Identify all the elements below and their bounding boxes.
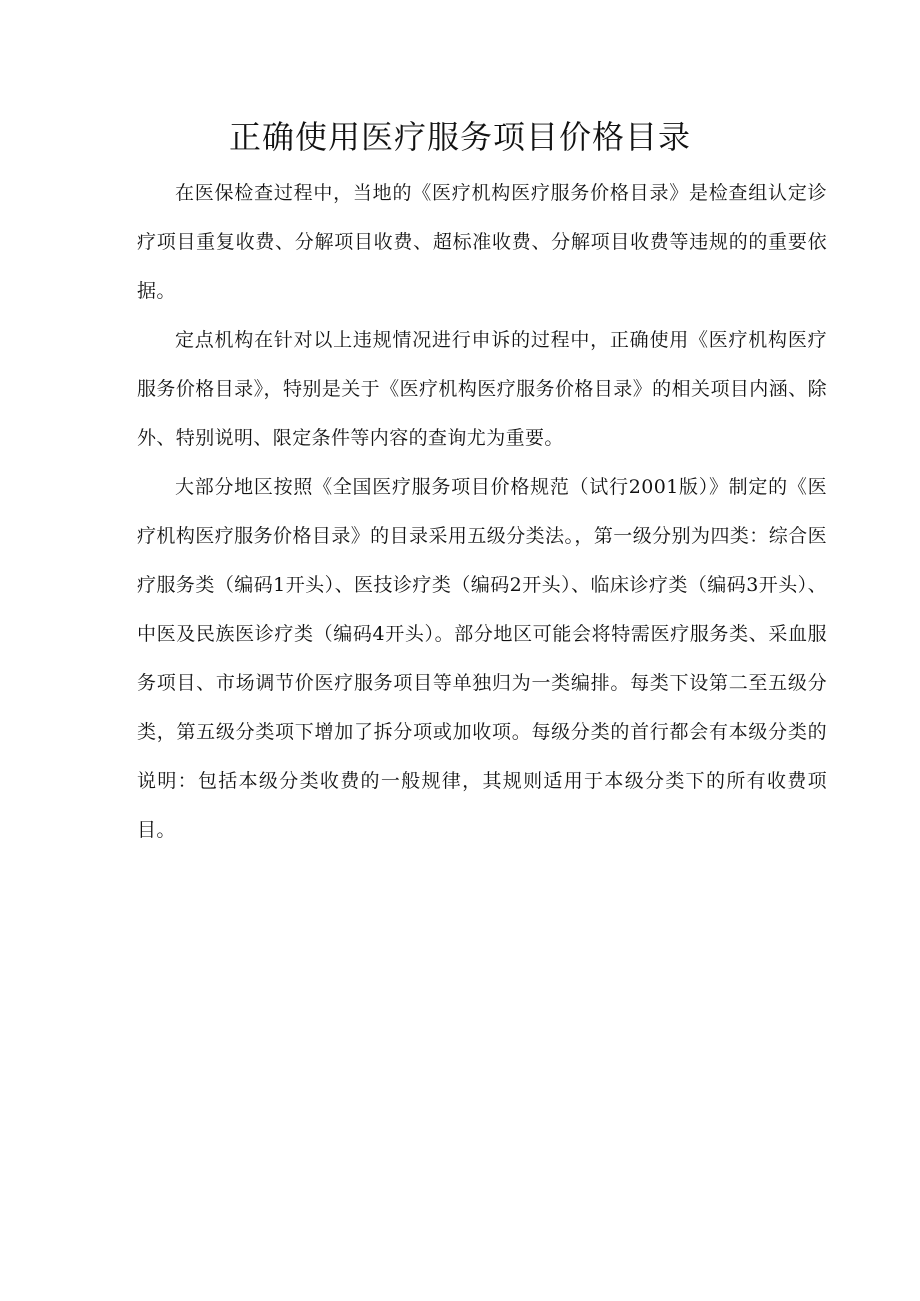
paragraph-3: 大部分地区按照《全国医疗服务项目价格规范（试行2001版）》制定的《医疗机构医疗服务价格目录》的目录采用五级分类法。，第一级分别为四类：综合医疗服务类（编码1开头）、医技诊疗类（编码2开头）、临床诊疗类（编码3开头）、中医及民族医诊疗类（编码4开头）。部分地区可能会将特需医疗服务类、采血服务项目、市场调节价医疗服务项目等单独归为一类编排。每类下设第二至五级分类，第五级分类项下增加了拆分项或加收项。每级分类的首行都会有本级分类的说明：包括本级分类收费的一般规律，其规则适用于本级分类下的所有收费项目。 bbox=[137, 476, 827, 841]
paragraph-1: 在医保检查过程中，当地的《医疗机构医疗服务价格目录》是检查组认定诊疗项目重复收费、分解项目收费、超标准收费、分解项目收费等违规的的重要依据。 bbox=[137, 182, 827, 302]
paragraph-2: 定点机构在针对以上违规情况进行申诉的过程中，正确使用《医疗机构医疗服务价格目录》，特别是关于《医疗机构医疗服务价格目录》的相关项目内涵、除外、特别说明、限定条件等内容的查询尤为重要。 bbox=[137, 329, 827, 449]
document-body bbox=[137, 169, 827, 855]
document-title: 正确使用医疗服务项目价格目录 bbox=[228, 118, 691, 156]
